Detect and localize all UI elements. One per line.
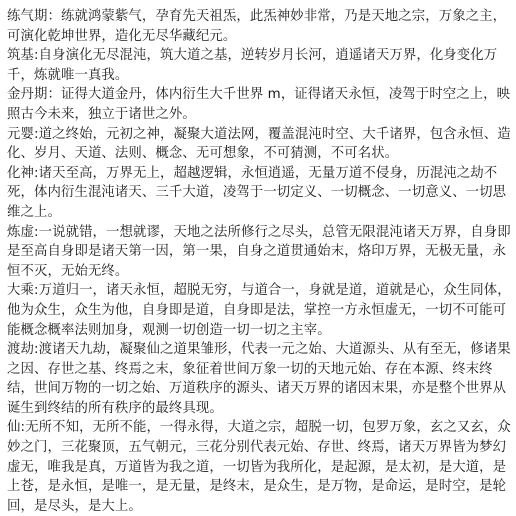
paragraph-xian: 仙:无所不知，无所不能，一得永得，大道之宗，超脱一切，包罗万象，玄之又玄，众妙之门，三花聚顶，五气朝元，三花分别代表元始、存世、终焉，诸天万界皆为梦幻虚无，唯我是真，万道皆为我之道，一切皆为我所化，是起源，是太初，是大道，是上苍，是永恒，是唯一，是无量，是终末，是众生，是万物，是命运，是时空，是轮回，是尽头，是大上。 [7,420,511,514]
paragraph-zhuji: 筑基:自身演化无尽混沌，筑大道之基，逆转岁月长河，逍遥诸天万界，化身变化万千，炼就唯一真我。 [7,48,498,83]
paragraph-lianqi: 练气期：练就鸿蒙紫气，孕育先天祖炁，此炁神妙非常，乃是天地之宗，万象之主，可演化乾坤世界，造化无尽华藏纪元。 [7,9,507,44]
paragraph-dujie: 渡劫:渡诸天九劫，凝聚仙之道果雏形，代表一元之始、大道源头、从有至无，修诸果之因、存世之基、终焉之末，象征着世间万象一切的天地元始、存在本源、终末终结，世间万物的一切之始、万道秩序的源头、诸天万界的诸因末果，亦是整个世界从诞生到终结的所有秩序的最终具现。 [7,342,511,416]
paragraph-dacheng: 大乘:万道归一，诸天永恒，超脱无穷，与道合一，身就是道，道就是心，众生同体，他为众生，众生为他，自身即是道，自身即是法，掌控一方永恒虚无，一切不可能可能概念概率法则加身，观测一切创造一切一切之主宰。 [7,283,511,338]
paragraph-huashen: 化神:诸天至高，万界无上，超越逻辑，永恒逍遥，无量万道不侵身，历混沌之劫不死，体内衍生混沌诸天、三千大道，凌驾于一切定义、一切概念、一切意义、一切思维之上。 [7,165,507,220]
document-body [7,7,511,516]
paragraph-yuanying: 元婴:道之终始，元初之神，凝聚大道法网，覆盖混沌时空、大千诸界，包含永恒、造化、岁月、天道、法则、概念、无可想象，不可猜测，不可名状。 [7,126,511,162]
paragraph-jindan: 金丹期：证得大道金丹，体内衍生大千世界 m，证得诸天永恒，凌驾于时空之上，映照古今未来，独立于诸世之外。 [7,87,511,122]
paragraph-lianxu: 炼虚:一说就错，一想就谬，天地之法所修行之尽头，总管无限混沌诸天万界，自身即是至高自身即是诸天第一因，第一果，自身之道贯通始末，烙印万界，无极无量，永恒不灭，无始无终。 [7,224,511,279]
